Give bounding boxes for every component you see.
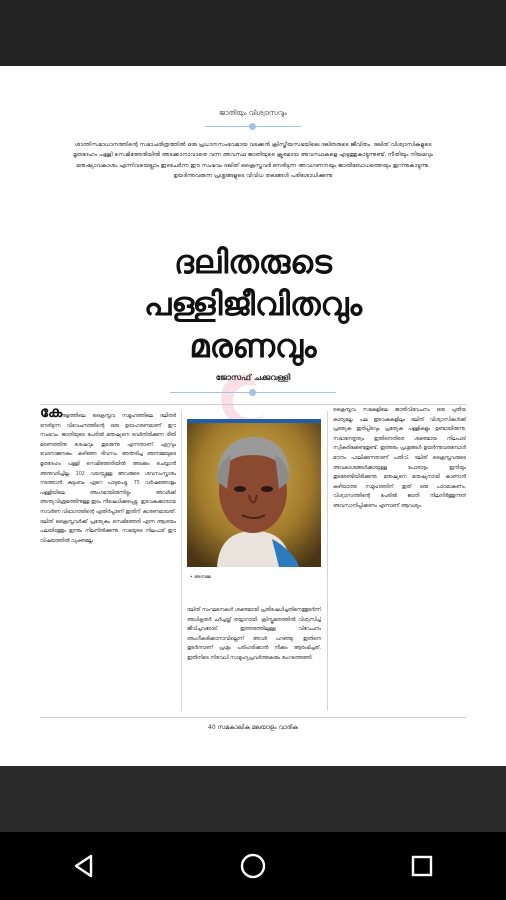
status-bar-area — [0, 0, 506, 66]
photo-caption: • അന്നമ്മ — [190, 575, 211, 580]
kicker-divider-dot — [249, 123, 256, 130]
column-divider-1 — [181, 411, 182, 711]
column-divider-2 — [327, 411, 328, 711]
back-triangle-icon — [71, 853, 97, 879]
recents-square-icon — [410, 854, 434, 878]
column-2 — [187, 606, 321, 711]
headline-line-3: മരണവും — [189, 327, 317, 365]
headline-line-1: ദലിതരുടെ — [174, 243, 332, 281]
column-3 — [333, 406, 466, 711]
byline-divider-dot — [249, 389, 256, 396]
column-top-rule — [40, 404, 466, 405]
article-headline — [0, 241, 506, 367]
portrait-photo — [187, 419, 321, 567]
column-2-text: ദലിത് സംഘടനകൾ ശക്തമായി പ്രതിഷേധിച്ചതിനെത്തുടർന്ന് അധികൃതർ ചർച്ചയ്ക്ക് തയ്യാറായി. ക്രിസ്തുമതത്തിൽ വിശ്വസിച്ച് ജീവിച്ചവരോട് ഇത്തരത്തിലുള്ള വിവേചനം അംഗീകരിക്കാനാവില്ലെന്ന് അവർ പറഞ്ഞു. ഇതിനെ തുടർന്നാണ് പ്രശ്നം പരിഹരിക്കാൻ നീക്കം ആരംഭിച്ചത്. ഇതിനിടെ നിരവധി സാമൂഹ്യപ്രവർത്തകരും രംഗത്തെത്തി. — [187, 608, 321, 661]
article-intro: ശാന്തിസമാധാനത്തിന്റെ സഭാചരിത്രത്തിൽ ഒരു പ്രധാനസംഭവമായ വടക്കൻ ക്രിസ്തീയസഭയിലെ ദലിതരുടെ ജീവിതം. ദലിത് വിശ്വാസികളുടെ മൃതദേഹം പള്ളി സെമിത്തേരിയിൽ അടക്കാനാവാതെ വന്ന അവസ്ഥ ജാതിയുടെ ക്രൂരമായ അവസ്ഥകളെ എടുത്തുകാട്ടുന്നുണ്ട്. നീതിയും നിയമവും മനുഷ്യാവകാശം എന്നിവയെല്ലാം ഇഴചേർന്ന ഈ സംഭവം ദലിത് ക്രൈസ്തവർ നേരിടുന്ന അവഗണനയും ജാതിബോധത്തെയും തുറന്നുകാട്ടുന്നു. ഉയർന്നുവരുന്ന പ്രശ്നങ്ങളുടെ വിവിധ തലങ്ങൾ പരിശോധിക്കുന്നു — [73, 142, 433, 180]
article-byline: ജോസഫ് ചക്കുവള്ളി — [215, 373, 291, 382]
home-button[interactable] — [223, 836, 283, 896]
footer-rule — [40, 717, 466, 718]
article-kicker: ജാതിയും വിശ്വാസവും — [219, 109, 287, 117]
headline-line-2: പള്ളിജീവിതവും — [143, 285, 363, 323]
recents-button[interactable] — [392, 836, 452, 896]
column-3-text: ക്രൈസ്തവ സഭകളിലെ ജാതിവിവേചനം ഒരു പുതിയ കാര്യമല്ല. പല ഇടവകകളിലും ദലിത് വിശ്വാസികൾക്ക് പ്രത്യേക ഇരിപ്പിടവും പ്രത്യേക പള്ളികളും ഉണ്ടായിരുന്നു. സഭാനേതൃത്വം ഇതിനെതിരെ ശക്തമായ നിലപാട് സ്വീകരിക്കേണ്ടതുണ്ട്. ഇത്തരം പ്രശ്നങ്ങൾ ഉയർന്നുവരുമ്പോൾ മൗനം പാലിക്കുന്നതാണ് പതിവ്. ദലിത് ക്രൈസ്തവരുടെ അവകാശങ്ങൾക്കായുള്ള പോരാട്ടം ഇനിയും തുടരേണ്ടിയിരിക്കുന്നു. മനുഷ്യനെ മനുഷ്യനായി കാണാൻ കഴിയാത്ത സമൂഹത്തിന് ഇത് ഒരു പാഠമാകണം. വിശ്വാസത്തിന്റെ പേരിൽ ജാതി നിലനിർത്തുന്നത് അവസാനിപ്പിക്കണം എന്നാണ് ആവശ്യം. — [333, 408, 466, 509]
column-1 — [40, 406, 176, 711]
viewer-bottom-area — [0, 766, 506, 832]
page-footer: 40 സമകാലിക മലയാളം വാരിക — [208, 724, 298, 731]
column-1-text: രളത്തിലെ ക്രൈസ്തവ സമൂഹത്തിലെ ദലിതർ നേരിടുന്ന വിവേചനത്തിന്റെ ഒരു ഉദാഹരണമാണ് ഈ സംഭവം. ജാതിയുടെ പേരിൽ മനുഷ്യനെ വേർതിരിക്കുന്ന രീതി മരണത്തിനു ശേഷവും തുടരുന്നു എന്നതാണ് ഏറ്റവും വേദനാജനകം. കഴിഞ്ഞ ദിവസം അന്തരിച്ച അന്നമ്മയുടെ മൃതദേഹം പള്ളി സെമിത്തേരിയിൽ അടക്കം ചെയ്യാൻ അനുവദിച്ചില്ല. 102 വയസ്സുള്ള അവരുടെ ശവസംസ്കാരം നടത്താൻ കുടുംബം ഏറെ പാടുപെട്ടു. 75 വർഷത്തോളം പള്ളിയിലെ അംഗമായിരുന്നിട്ടും അവർക്ക് അന്ത്യവിശ്രമത്തിനുള്ള ഇടം നിഷേധിക്കപ്പെട്ടു. ഇടവകക്കാരായ സവർണ വിഭാഗത്തിന്റെ എതിർപ്പാണ് ഇതിന് കാരണമായത്. ദലിത് ക്രൈസ്തവർക്ക് പ്രത്യേകം സെമിത്തേരി എന്ന ആശയം പലയിടത്തും ഇന്നും നിലനിൽക്കുന്നു. സഭയുടെ നിലപാട് ഈ വിഷയത്തിൽ വ്യക്തമല്ല. — [40, 414, 176, 544]
back-button[interactable] — [54, 836, 114, 896]
navigation-bar — [0, 832, 506, 900]
drop-cap: കേ — [40, 406, 63, 421]
home-circle-icon — [239, 852, 267, 880]
magazine-page[interactable] — [0, 66, 506, 766]
